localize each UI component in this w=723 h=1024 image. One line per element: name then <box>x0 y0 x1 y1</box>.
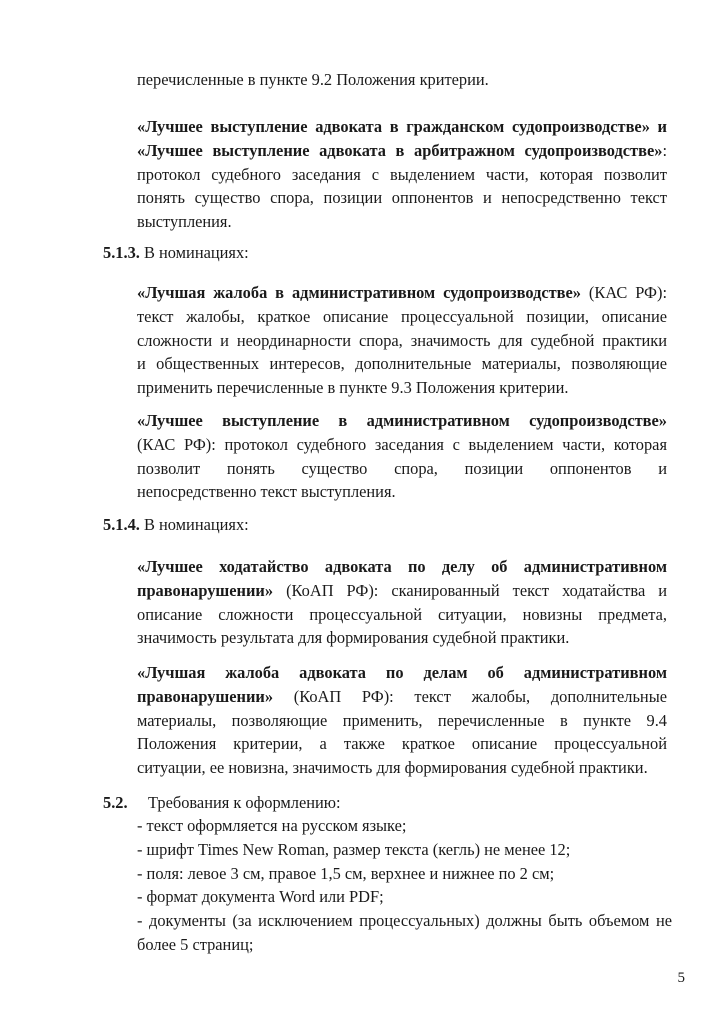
page-number: 5 <box>677 970 685 986</box>
section-5-1-4-heading: 5.1.4. В номинациях: <box>103 515 249 534</box>
paragraph-petition-admin-offence: «Лучшее ходатайство адвоката по делу об административном правонарушении» (КоАП РФ): сканированный текст ходатайства и описание сложности процессуальной ситуации, новизны предмета, значимость результата для формирования судебной практики. <box>137 557 667 648</box>
paragraph-complaint-admin-offence: «Лучшая жалоба адвоката по делам об административном правонарушении» (КоАП РФ): текст жалобы, дополнительные материалы, позволяющие применить, перечисленные в пункте 9.4 Положения критерии, а также краткое описание процессуальной ситуации, ее новизна, значимость для формирования судебной практики. <box>137 663 667 778</box>
list-item: более 5 страниц; <box>137 934 254 954</box>
section-5-1-3-heading: 5.1.3. В номинациях: <box>103 243 249 262</box>
paragraph-admin-speech: «Лучшее выступление в административном судопроизводстве» (КАС РФ): протокол судебного заседания с выделением части, которая позволит понять существо спора, позиции оппонентов и непосредственно текст выступления. <box>137 411 667 502</box>
paragraph-continuation: перечисленные в пункте 9.2 Положения критерии. <box>137 70 489 89</box>
paragraph-civil-arbitration-speech: «Лучшее выступление адвоката в гражданском судопроизводстве» и «Лучшее выступление адвоката в арбитражном судопроизводстве»: протокол судебного заседания с выделением части, которая позволит понять существо спора, позиции оппонентов и непосредственно текст выступления. <box>137 117 667 232</box>
list-item: - шрифт Times New Roman, размер текста (кегль) не менее 12; <box>137 839 571 859</box>
formatting-requirements-list <box>137 814 672 957</box>
list-item: - документы (за исключением процессуальных) должны быть объемом не <box>137 911 672 931</box>
section-5-2: 5.2. Требования к оформлению: <box>103 793 341 812</box>
list-item: - поля: левое 3 см, правое 1,5 см, верхнее и нижнее по 2 см; <box>137 863 555 883</box>
list-item: - формат документа Word или PDF; <box>137 887 384 907</box>
paragraph-admin-complaint: «Лучшая жалоба в административном судопроизводстве» (КАС РФ): текст жалобы, краткое описание процессуальной позиции, описание сложности и неординарности спора, значимость для судебной практики и общественных интересов, дополнительные материалы, позволяющие применить перечисленные в пункте 9.3 Положения критерии. <box>137 283 667 398</box>
list-item: - текст оформляется на русском языке; <box>137 816 407 835</box>
